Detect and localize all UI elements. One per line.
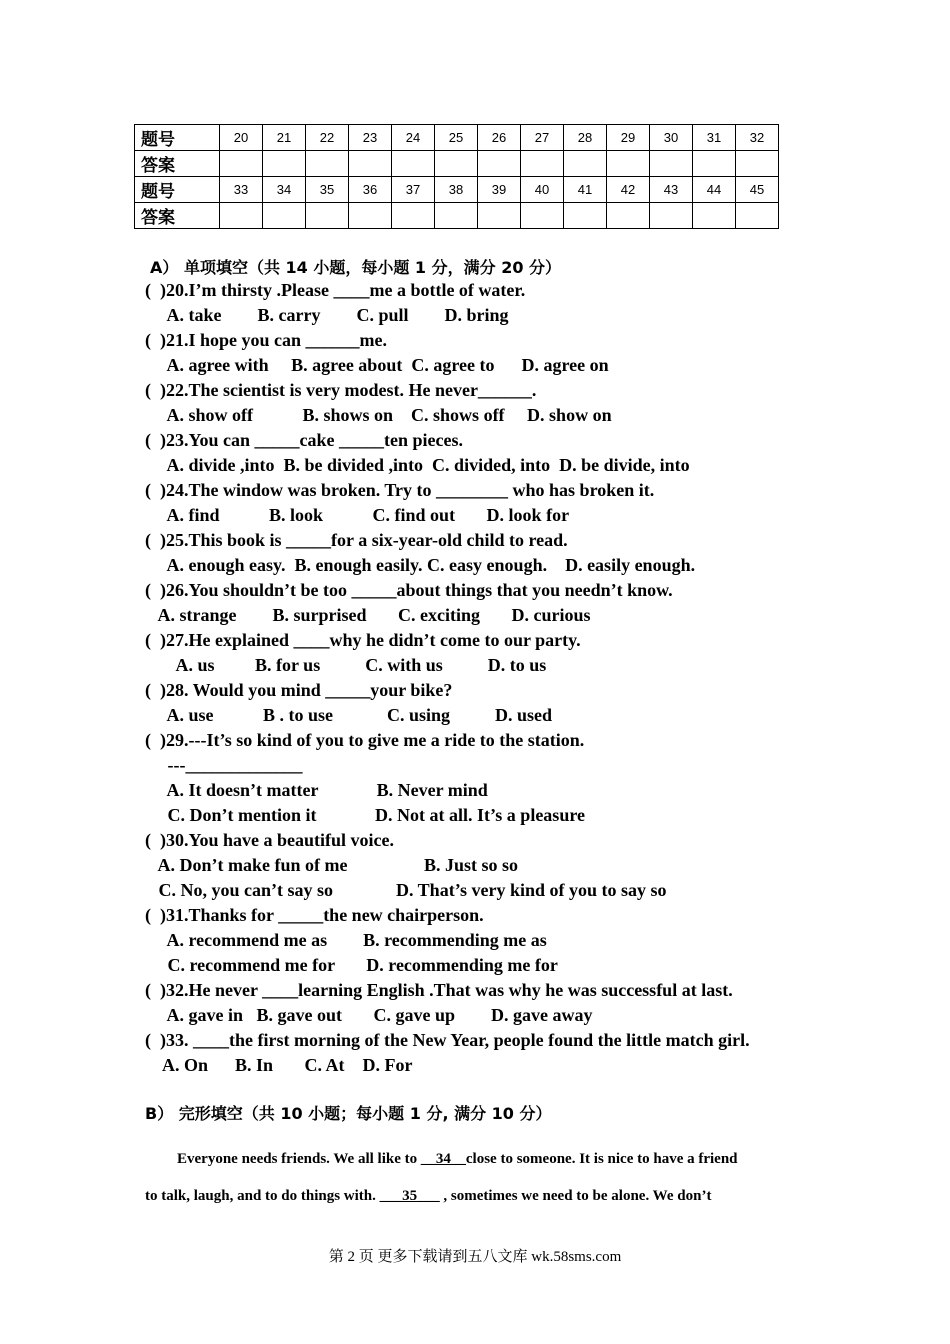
options-line: A. agree with B. agree about C. agree to D. agree on	[145, 355, 609, 375]
options-line: A. Don’t make fun of me B. Just so so	[145, 855, 519, 875]
question-number: 44	[693, 177, 736, 203]
answer-cell[interactable]	[478, 151, 521, 177]
question-line: ( )21.I hope you can ______me.	[145, 330, 387, 350]
options-line: A. show off B. shows on C. shows off D. show on	[145, 405, 612, 425]
table-row	[135, 151, 779, 177]
question-number: 27	[521, 125, 564, 151]
options-line: C. No, you can’t say so D. That’s very kind of you to say so	[145, 880, 667, 900]
question-line: ( )29.---It’s so kind of you to give me a ride to the station.	[145, 730, 585, 750]
section-b-title: B） 完形填空（共 10 小题；每小题 1 分, 满分 10 分）	[145, 1104, 552, 1123]
options-line: A. On B. In C. At D. For	[145, 1055, 413, 1075]
question-number: 31	[693, 125, 736, 151]
blank-34: __34__	[420, 1151, 466, 1167]
answer-cell[interactable]	[349, 203, 392, 229]
answer-cell[interactable]	[392, 151, 435, 177]
question-line: ( )26.You shouldn’t be too _____about things that you needn’t know.	[145, 580, 673, 600]
passage-line	[145, 1188, 711, 1205]
answer-cell[interactable]	[478, 203, 521, 229]
section-a-title: A） 单项填空（共 14 小题，每小题 1 分，满分 20 分）	[150, 258, 562, 277]
options-line: A. It doesn’t matter B. Never mind	[145, 780, 488, 800]
answer-cell[interactable]	[435, 151, 478, 177]
page-footer: 第 2 页 更多下载请到五八文库 wk.58sms.com	[328, 1249, 622, 1265]
passage-line	[177, 1151, 738, 1168]
question-number: 40	[521, 177, 564, 203]
blank-35: ___35___	[379, 1188, 440, 1204]
question-number: 34	[263, 177, 306, 203]
question-number: 20	[220, 125, 263, 151]
answer-cell[interactable]	[564, 203, 607, 229]
answer-cell[interactable]	[349, 151, 392, 177]
question-label: 题号	[135, 177, 220, 203]
question-number: 21	[263, 125, 306, 151]
answer-cell[interactable]	[220, 151, 263, 177]
options-line: A. take B. carry C. pull D. bring	[145, 305, 509, 325]
table-row	[135, 203, 779, 229]
options-line: A. us B. for us C. with us D. to us	[145, 655, 547, 675]
options-line: C. Don’t mention it D. Not at all. It’s a pleasure	[145, 805, 585, 825]
options-line: A. use B . to use C. using D. used	[145, 705, 553, 725]
question-number: 39	[478, 177, 521, 203]
passage-text: close to someone. It is nice to have a friend	[465, 1151, 738, 1167]
options-line: A. strange B. surprised C. exciting D. curious	[145, 605, 591, 625]
answer-cell[interactable]	[435, 203, 478, 229]
question-number: 22	[306, 125, 349, 151]
reply-line: ---_____________	[145, 755, 303, 775]
answer-cell[interactable]	[521, 203, 564, 229]
question-line: ( )25.This book is _____for a six-year-old child to read.	[145, 530, 568, 550]
answer-table	[134, 124, 779, 229]
question-number: 42	[607, 177, 650, 203]
answer-cell[interactable]	[650, 203, 693, 229]
question-line: ( )31.Thanks for _____the new chairperson.	[145, 905, 484, 925]
question-number: 23	[349, 125, 392, 151]
question-line: ( )23.You can _____cake _____ten pieces.	[145, 430, 463, 450]
answer-cell[interactable]	[650, 151, 693, 177]
answer-cell[interactable]	[392, 203, 435, 229]
question-number: 29	[607, 125, 650, 151]
options-line: A. enough easy. B. enough easily. C. easy enough. D. easily enough.	[145, 555, 696, 575]
answer-cell[interactable]	[736, 151, 779, 177]
options-line: A. recommend me as B. recommending me as	[145, 930, 547, 950]
answer-cell[interactable]	[736, 203, 779, 229]
answer-cell[interactable]	[306, 151, 349, 177]
question-label: 题号	[135, 125, 220, 151]
question-line: ( )33. ____the first morning of the New Year, people found the little match girl.	[145, 1030, 750, 1050]
question-number: 24	[392, 125, 435, 151]
options-line: A. gave in B. gave out C. gave up D. gave away	[145, 1005, 593, 1025]
question-number: 43	[650, 177, 693, 203]
answer-cell[interactable]	[693, 203, 736, 229]
table-row	[135, 125, 779, 151]
question-number: 38	[435, 177, 478, 203]
table-row	[135, 177, 779, 203]
answer-cell[interactable]	[521, 151, 564, 177]
passage-text: Everyone needs friends. We all like to	[177, 1151, 421, 1167]
question-line: ( )27.He explained ____why he didn’t come to our party.	[145, 630, 581, 650]
options-line: C. recommend me for D. recommending me for	[145, 955, 558, 975]
answer-label: 答案	[135, 203, 220, 229]
answer-cell[interactable]	[607, 203, 650, 229]
answer-cell[interactable]	[607, 151, 650, 177]
question-line: ( )32.He never ____learning English .That was why he was successful at last.	[145, 980, 733, 1000]
answer-label: 答案	[135, 151, 220, 177]
question-number: 41	[564, 177, 607, 203]
options-line: A. divide ,into B. be divided ,into C. divided, into D. be divide, into	[145, 455, 690, 475]
passage-text: , sometimes we need to be alone. We don’t	[439, 1188, 712, 1204]
question-number: 33	[220, 177, 263, 203]
question-line: ( )30.You have a beautiful voice.	[145, 830, 394, 850]
answer-cell[interactable]	[693, 151, 736, 177]
question-number: 30	[650, 125, 693, 151]
answer-cell[interactable]	[306, 203, 349, 229]
question-number: 25	[435, 125, 478, 151]
question-number: 32	[736, 125, 779, 151]
question-number: 36	[349, 177, 392, 203]
question-line: ( )20.I’m thirsty .Please ____me a bottle of water.	[145, 280, 526, 300]
question-number: 26	[478, 125, 521, 151]
question-number: 28	[564, 125, 607, 151]
question-number: 45	[736, 177, 779, 203]
question-line: ( )28. Would you mind _____your bike?	[145, 680, 453, 700]
question-line: ( )24.The window was broken. Try to ________ who has broken it.	[145, 480, 655, 500]
answer-cell[interactable]	[220, 203, 263, 229]
answer-cell[interactable]	[564, 151, 607, 177]
question-number: 37	[392, 177, 435, 203]
answer-cell[interactable]	[263, 151, 306, 177]
passage-text: to talk, laugh, and to do things with.	[145, 1188, 380, 1204]
options-line: A. find B. look C. find out D. look for	[145, 505, 570, 525]
question-line: ( )22.The scientist is very modest. He never______.	[145, 380, 537, 400]
answer-cell[interactable]	[263, 203, 306, 229]
question-number: 35	[306, 177, 349, 203]
